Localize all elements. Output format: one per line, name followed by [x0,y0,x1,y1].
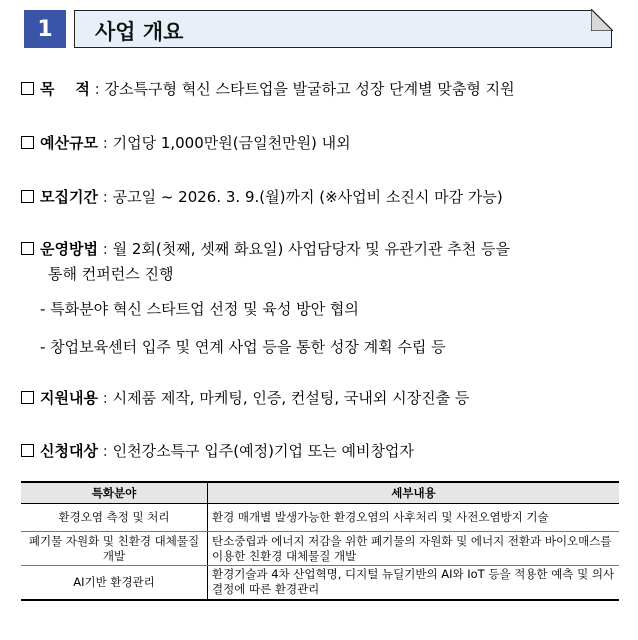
table-header-row [21,482,619,504]
checkbox-icon [21,136,34,149]
purpose-label: 목 적 [40,80,90,98]
checkbox-icon [21,444,34,457]
budget-item [21,132,351,154]
table-row [21,504,619,532]
specialization-table [21,481,619,601]
field-cell: 폐기물 자원화 및 친환경 대체물질 개발 [21,532,208,566]
checkbox-icon [21,190,34,203]
support-label: 지원내용 [40,389,98,407]
table-row [21,566,619,600]
column-header-detail: 세부내용 [208,482,620,504]
target-item [21,440,414,462]
detail-cell: 탄소중립과 에너지 저감을 위한 폐기물의 자원화 및 에너지 전환과 바이오매스를 이용한 친환경 대체물질 개발 [208,532,620,566]
separator: : [94,80,100,98]
operation-text-line2: 통해 컨퍼런스 진행 [48,265,174,283]
column-header-field: 특화분야 [21,482,208,504]
separator: : [102,240,108,258]
period-text: 공고일 ~ 2026. 3. 9.(월)까지 (※사업비 소진시 마감 가능) [112,188,503,206]
budget-text: 기업당 1,000만원(금일천만원) 내외 [112,134,351,152]
target-label: 신청대상 [40,442,98,460]
detail-cell: 환경기술과 4차 산업혁명, 디지털 뉴딜기반의 AI와 IoT 등을 적용한 예측 및 의사결정에 따른 환경관리 [208,566,620,600]
field-cell: 환경오염 측정 및 처리 [21,504,208,532]
checkbox-icon [21,242,34,255]
section-title-box [74,10,612,48]
separator: : [102,389,108,407]
section-title: 사업 개요 [95,20,184,44]
operation-text-line1: 월 2회(첫째, 셋째 화요일) 사업담당자 및 유관기관 추천 등을 [112,240,511,258]
operation-item [21,238,510,260]
operation-bullet: - 창업보육센터 입주 및 연계 사업 등을 통한 성장 계획 수립 등 [40,338,446,356]
target-text: 인천강소특구 입주(예정)기업 또는 예비창업자 [112,442,414,460]
purpose-item [21,78,515,100]
detail-cell: 환경 매개별 발생가능한 환경오염의 사후처리 및 사전오염방지 기술 [208,504,620,532]
period-label: 모집기간 [40,188,98,206]
separator: : [102,134,108,152]
period-item [21,186,503,208]
section-number: 1 [24,10,66,48]
separator: : [102,188,108,206]
support-text: 시제품 제작, 마케팅, 인증, 컨설팅, 국내외 시장진출 등 [112,389,470,407]
section-header [24,10,614,48]
checkbox-icon [21,391,34,404]
budget-label: 예산규모 [40,134,98,152]
folded-corner-icon [591,9,613,31]
operation-bullet: - 특화분야 혁신 스타트업 선정 및 육성 방안 협의 [40,300,359,318]
purpose-text: 강소특구형 혁신 스타트업을 발굴하고 성장 단계별 맞춤형 지원 [104,80,515,98]
field-cell: AI기반 환경관리 [21,566,208,600]
checkbox-icon [21,82,34,95]
table-row [21,532,619,566]
separator: : [102,442,108,460]
operation-label: 운영방법 [40,240,98,258]
support-item [21,387,469,409]
